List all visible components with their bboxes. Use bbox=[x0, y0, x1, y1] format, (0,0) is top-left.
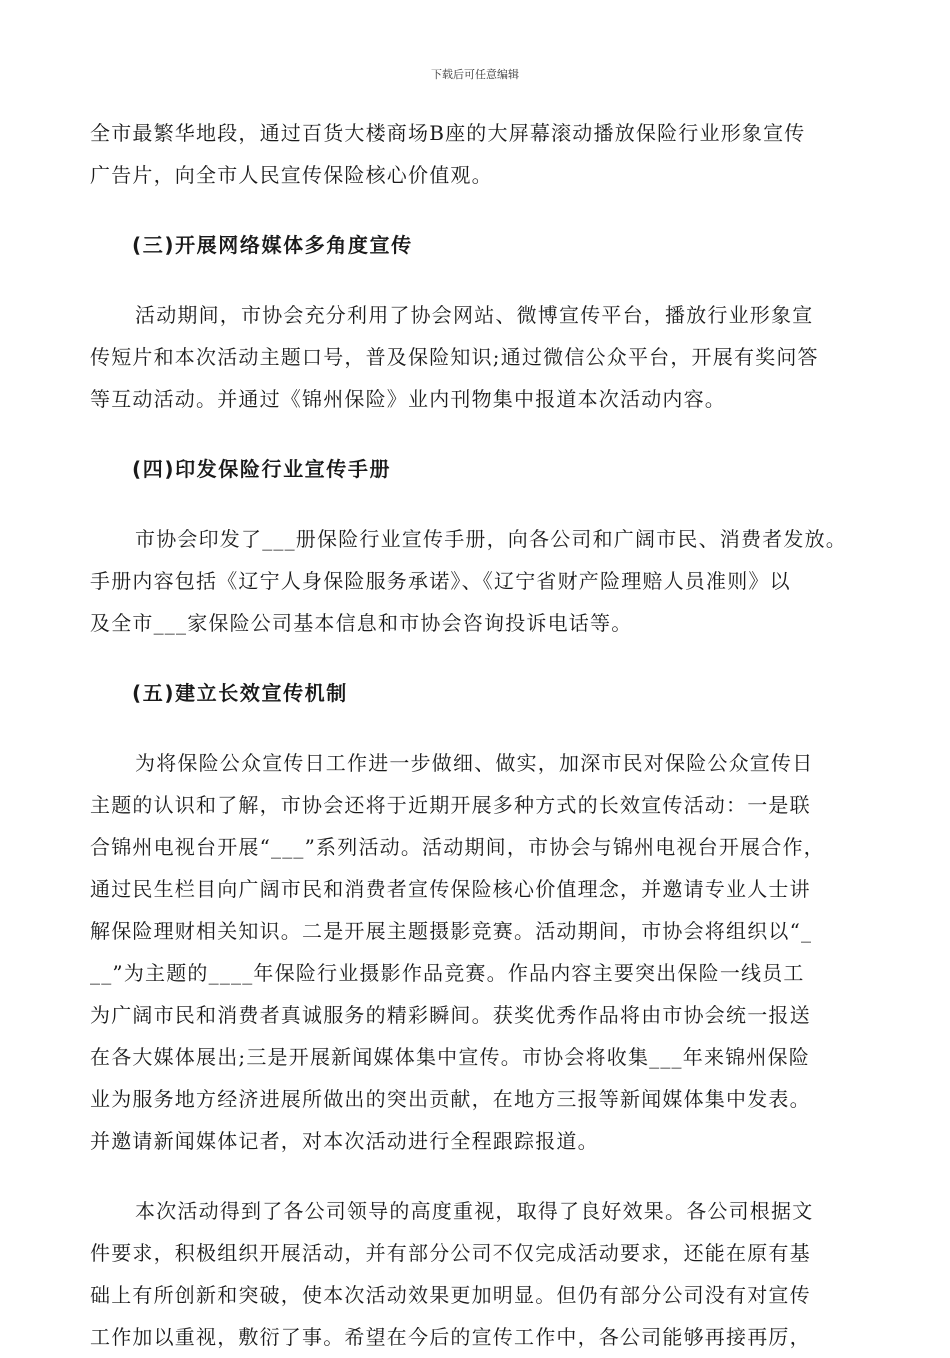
paragraph-long-term-mechanism bbox=[90, 742, 860, 1162]
paragraph-handbook bbox=[90, 518, 860, 644]
text-line: 全市最繁华地段，通过百货大楼商场B座的大屏幕滚动播放保险行业形象宣传 bbox=[90, 121, 806, 145]
text-line: 等互动活动。并通过《锦州保险》业内刊物集中报道本次活动内容。 bbox=[90, 387, 726, 411]
section-heading-3: (三)开展网络媒体多角度宣传 bbox=[132, 233, 413, 257]
text-line: __”为主题的____年保险行业摄影作品竞赛。作品内容主要突出保险一线员工 bbox=[90, 961, 805, 985]
text-line: 广告片，向全市人民宣传保险核心价值观。 bbox=[90, 163, 493, 187]
paragraph-summary bbox=[90, 1190, 860, 1358]
text-line: 本次活动得到了各公司领导的高度重视，取得了良好效果。各公司根据文 bbox=[135, 1199, 814, 1223]
document-body bbox=[90, 112, 860, 1358]
text-line: 主题的认识和了解，市协会还将于近期开展多种方式的长效宣传活动：一是联 bbox=[90, 793, 811, 817]
text-line: 解保险理财相关知识。二是开展主题摄影竞赛。活动期间，市协会将组织以“_ bbox=[90, 919, 813, 943]
text-line: 在各大媒体展出;三是开展新闻媒体集中宣传。市协会将收集___年来锦州保险 bbox=[90, 1045, 810, 1069]
section-heading-4: (四)印发保险行业宣传手册 bbox=[132, 457, 392, 481]
paragraph-network-media bbox=[90, 294, 860, 420]
text-line: 为广阔市民和消费者真诚服务的精彩瞬间。获奖优秀作品将由市协会统一报送 bbox=[90, 1003, 811, 1027]
paragraph-continuation bbox=[90, 112, 860, 196]
text-line: 为将保险公众宣传日工作进一步做细、做实，加深市民对保险公众宣传日 bbox=[135, 751, 814, 775]
text-line: 件要求，积极组织开展活动，并有部分公司不仅完成活动要求，还能在原有基 bbox=[90, 1241, 811, 1265]
text-line: 手册内容包括《辽宁人身保险服务承诺》、《辽宁省财产险理赔人员准则》以 bbox=[90, 569, 791, 593]
text-line: 工作加以重视，敷衍了事。希望在今后的宣传工作中，各公司能够再接再厉， bbox=[90, 1325, 811, 1349]
text-line: 业为服务地方经济进展所做出的突出贡献，在地方三报等新闻媒体集中发表。 bbox=[90, 1087, 811, 1111]
text-line: 传短片和本次活动主题口号，普及保险知识;通过微信公众平台，开展有奖问答 bbox=[90, 345, 819, 369]
text-line: 市协会印发了___册保险行业宣传手册，向各公司和广阔市民、消费者发放。 bbox=[135, 527, 847, 551]
text-line: 并邀请新闻媒体记者，对本次活动进行全程跟踪报道。 bbox=[90, 1129, 599, 1153]
text-line: 合锦州电视台开展“___”系列活动。活动期间，市协会与锦州电视台开展合作， bbox=[90, 835, 825, 859]
section-heading-5: (五)建立长效宣传机制 bbox=[132, 681, 348, 705]
text-line: 础上有所创新和突破，使本次活动效果更加明显。但仍有部分公司没有对宣传 bbox=[90, 1283, 811, 1307]
text-line: 通过民生栏目向广阔市民和消费者宣传保险核心价值理念，并邀请专业人士讲 bbox=[90, 877, 811, 901]
text-line: 活动期间，市协会充分利用了协会网站、微博宣传平台，播放行业形象宣 bbox=[135, 303, 814, 327]
page-header: 下载后可任意编辑 bbox=[431, 68, 519, 81]
text-line: 及全市___家保险公司基本信息和市协会咨询投诉电话等。 bbox=[90, 611, 633, 635]
